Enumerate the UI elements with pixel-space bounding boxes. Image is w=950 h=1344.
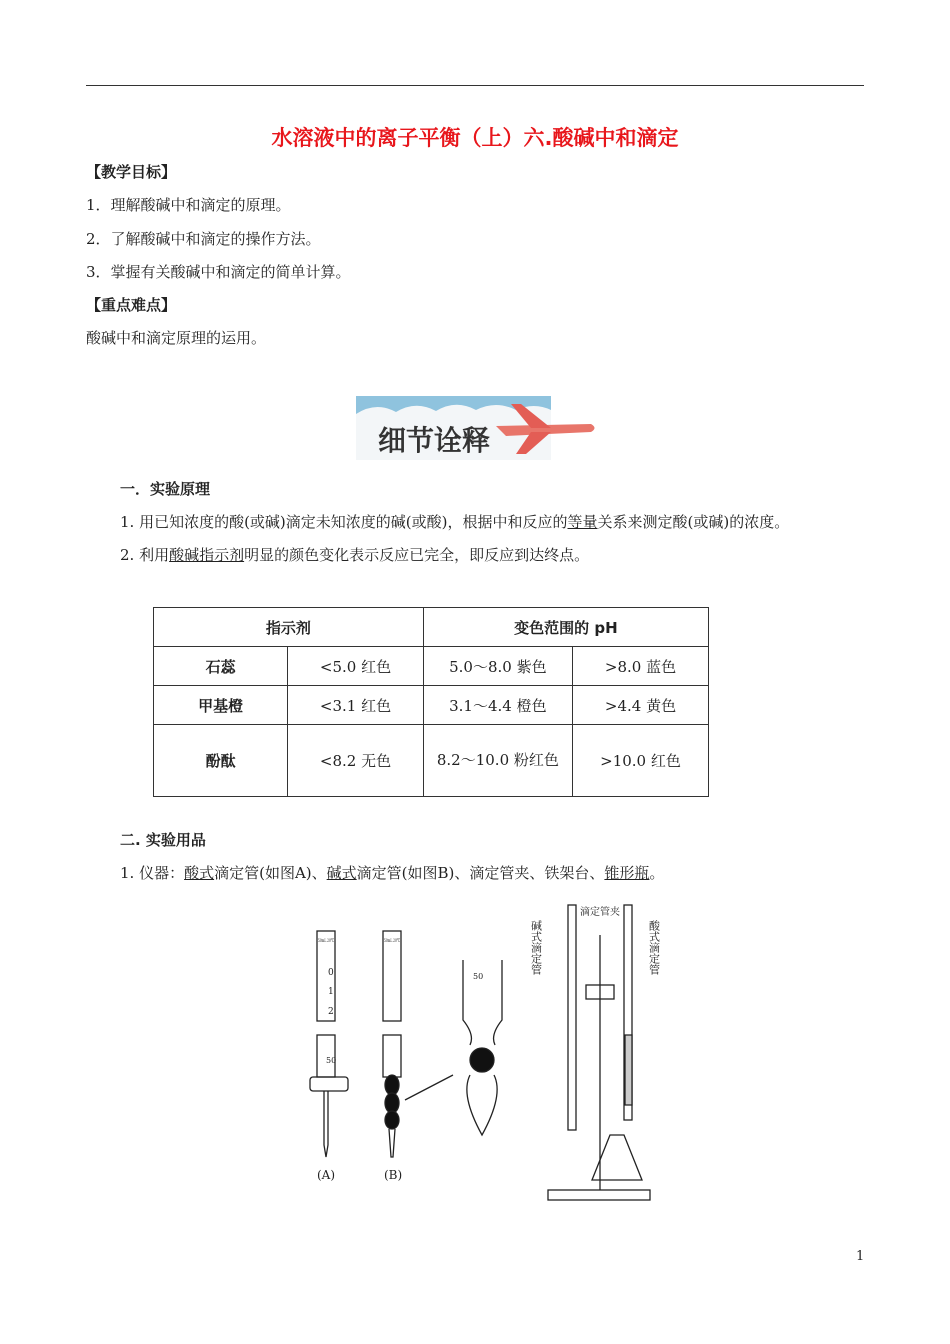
svg-text:50: 50 — [326, 1056, 337, 1065]
indicator-table — [153, 607, 709, 797]
burette-b-cap: 50mL 20℃ — [384, 938, 401, 944]
banner-image — [356, 396, 596, 460]
label-a: (A) — [317, 1168, 336, 1182]
clamp-label: 滴定管夹 — [580, 907, 620, 918]
goals-heading: 【教学目标】 — [86, 163, 177, 181]
table-row: 酚酞 <8.2 无色 8.2～10.0 粉红色 >10.0 红色 — [154, 725, 709, 797]
header-rule — [86, 85, 864, 86]
table-row: 甲基橙 <3.1 红色 3.1～4.4 橙色 >4.4 黄色 — [154, 686, 709, 725]
burette-figure — [300, 895, 680, 1205]
principle-2: 2. 利用酸碱指示剂明显的颜色变化表示反应已完全，即反应到达终点。 — [120, 546, 590, 564]
page-number: 1 — [856, 1249, 865, 1264]
section2-heading: 二. 实验用品 — [120, 831, 206, 849]
table-header-row: 指示剂 变色范围的 pH — [154, 608, 709, 647]
section1-heading: 一．实验原理 — [120, 480, 211, 498]
svg-text:0: 0 — [328, 968, 334, 978]
key-heading: 【重点难点】 — [86, 296, 177, 314]
label-b: (B) — [384, 1168, 403, 1182]
page-title: 水溶液中的离子平衡（上）六.酸碱中和滴定 — [271, 126, 679, 150]
acid-burette-label: 酸式滴定管 — [647, 920, 661, 975]
goal-item: 2．了解酸碱中和滴定的操作方法。 — [86, 230, 321, 248]
base-burette-label: 碱式滴定管 — [529, 920, 543, 975]
key-text: 酸碱中和滴定原理的运用。 — [86, 329, 267, 347]
goal-item: 1．理解酸碱中和滴定的原理。 — [86, 196, 291, 214]
svg-text:1: 1 — [328, 987, 334, 997]
svg-text:2: 2 — [328, 1007, 334, 1017]
apparatus-line: 1. 仪器：酸式滴定管(如图A)、碱式滴定管(如图B)、滴定管夹、铁架台、锥形瓶。 — [120, 864, 665, 882]
svg-text:50: 50 — [473, 972, 484, 981]
table-row: 石蕊 <5.0 红色 5.0～8.0 紫色 >8.0 蓝色 — [154, 647, 709, 686]
burette-a-cap: 50mL 20℃ — [318, 938, 335, 944]
goal-item: 3．掌握有关酸碱中和滴定的简单计算。 — [86, 263, 351, 281]
principle-1: 1. 用已知浓度的酸(或碱)滴定未知浓度的碱(或酸)，根据中和反应的等量关系来测定酸(或碱)的浓度。 — [120, 513, 790, 531]
banner-text: 细节诠释 — [378, 424, 491, 457]
